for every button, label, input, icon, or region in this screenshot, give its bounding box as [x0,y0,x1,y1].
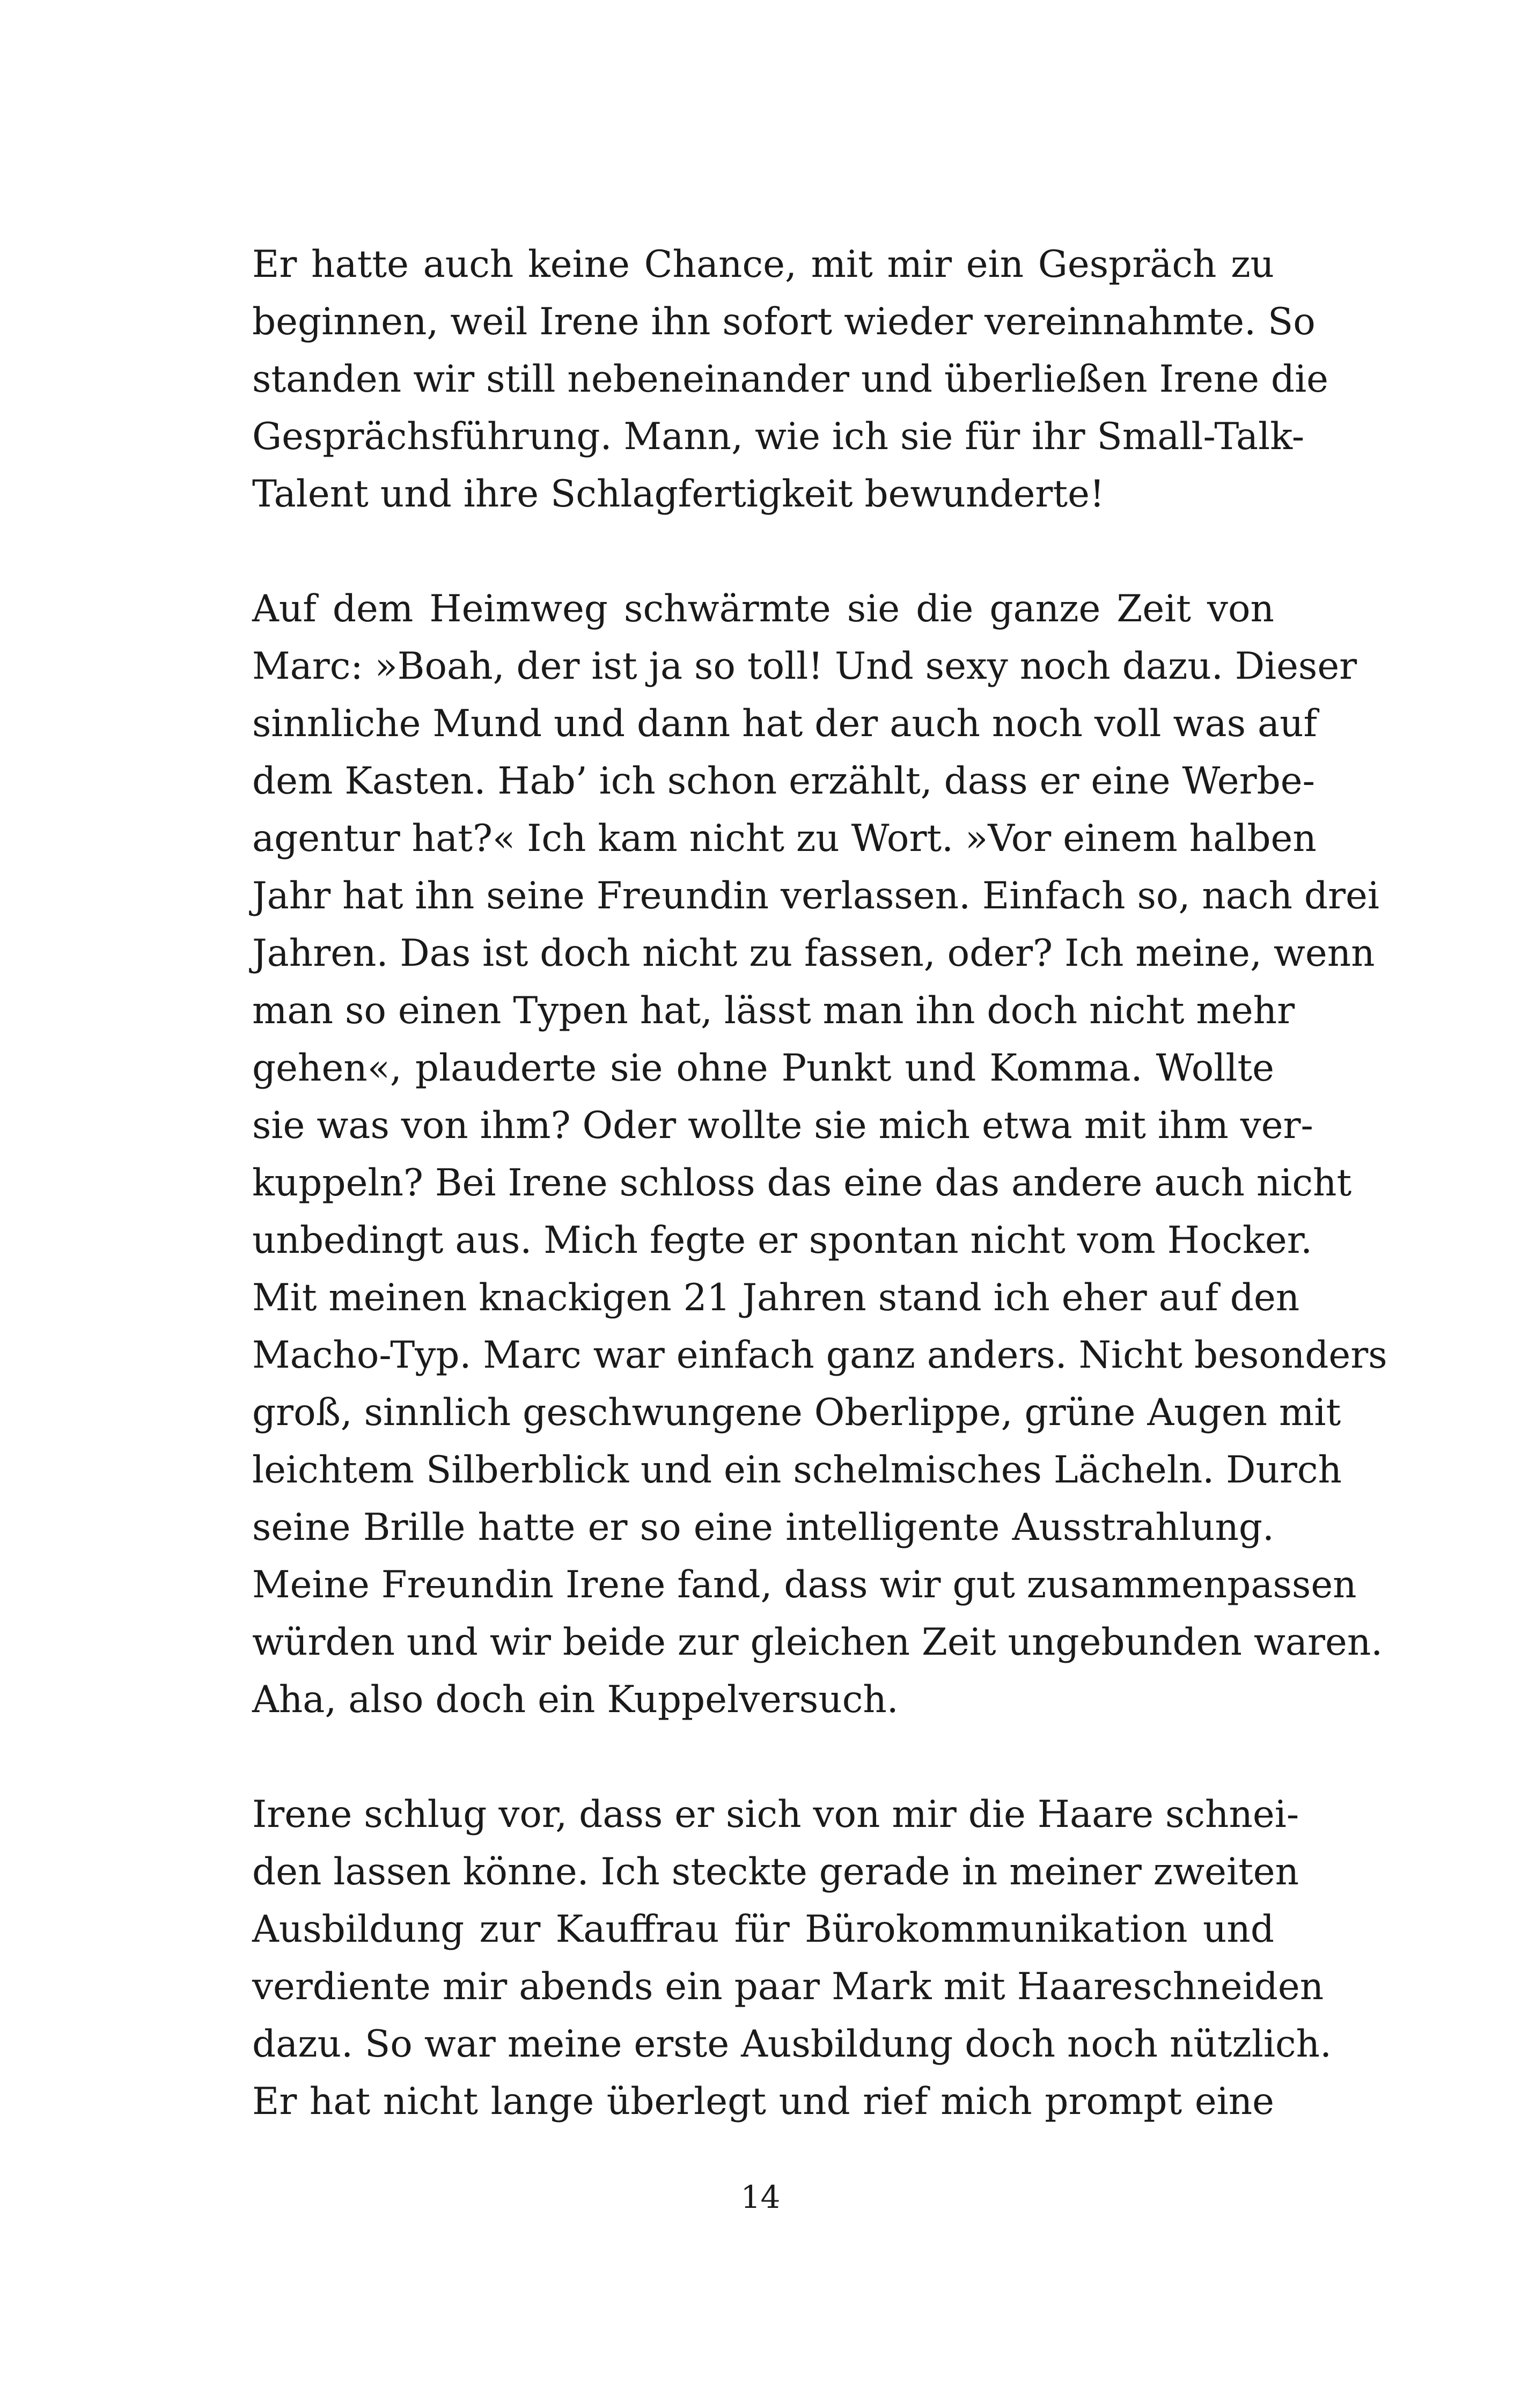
text-line: dem Kasten. Hab’ ich schon erzählt, dass er eine Werbe- [252,760,1315,803]
text-line: Mit meinen knackigen 21 Jahren stand ich eher auf den [252,1276,1300,1319]
text-line: standen wir still nebeneinander und überließen Irene die [252,358,1328,401]
text-line: agentur hat?« Ich kam nicht zu Wort. »Vor einem halben [252,817,1317,860]
text-line: Irene schlug vor, dass er sich von mir die Haare schnei- [252,1793,1299,1836]
text-line: Macho-Typ. Marc war einfach ganz anders. Nicht besonders [252,1334,1387,1377]
text-line: Ausbildung zur Kauffrau für Bürokommunikation und [252,1908,1274,1951]
body-text [252,236,1387,2131]
text-line: verdiente mir abends ein paar Mark mit Haareschneiden [252,1965,1324,2008]
text-line: groß, sinnlich geschwungene Oberlippe, grüne Augen mit [252,1391,1341,1434]
text-line: beginnen, weil Irene ihn sofort wieder vereinnahmte. So [252,300,1316,343]
text-line: würden und wir beide zur gleichen Zeit ungebunden waren. [252,1621,1383,1664]
text-line: Meine Freundin Irene fand, dass wir gut zusammenpassen [252,1563,1357,1606]
paragraph-3 [252,1786,1332,2131]
text-line: den lassen könne. Ich steckte gerade in meiner zweiten [252,1851,1299,1893]
text-line: Jahr hat ihn seine Freundin verlassen. Einfach so, nach drei [252,875,1379,917]
text-line: Jahren. Das ist doch nicht zu fassen, oder? Ich meine, wenn [252,932,1375,975]
text-line: Gesprächsführung. Mann, wie ich sie für ihr Small-Talk- [252,415,1305,458]
text-line: gehen«, plauderte sie ohne Punkt und Komma. Wollte [252,1047,1274,1090]
text-line: leichtem Silberblick und ein schelmisches Lächeln. Durch [252,1449,1342,1492]
text-line: Aha, also doch ein Kuppelversuch. [252,1678,899,1721]
text-line: sinnliche Mund und dann hat der auch noch voll was auf [252,702,1318,745]
text-line: seine Brille hatte er so eine intelligente Ausstrahlung. [252,1506,1274,1549]
text-line: man so einen Typen hat, lässt man ihn doch nicht mehr [252,989,1295,1032]
text-line: unbedingt aus. Mich fegte er spontan nicht vom Hocker. [252,1219,1313,1262]
text-line: Auf dem Heimweg schwärmte sie die ganze Zeit von [252,588,1274,630]
text-line: Talent und ihre Schlagfertigkeit bewunderte! [252,473,1105,516]
page-number: 14 [740,2179,781,2215]
text-line: Marc: »Boah, der ist ja so toll! Und sexy noch dazu. Dieser [252,645,1357,688]
text-line: Er hat nicht lange überlegt und rief mich prompt eine [252,2080,1274,2123]
text-line: kuppeln? Bei Irene schloss das eine das andere auch nicht [252,1162,1352,1205]
text-line: dazu. So war meine erste Ausbildung doch noch nützlich. [252,2023,1332,2066]
paragraph-2 [252,581,1387,1729]
paragraph-1 [252,236,1328,523]
text-line: Er hatte auch keine Chance, mit mir ein Gespräch zu [252,243,1274,286]
text-line: sie was von ihm? Oder wollte sie mich etwa mit ihm ver- [252,1104,1313,1147]
